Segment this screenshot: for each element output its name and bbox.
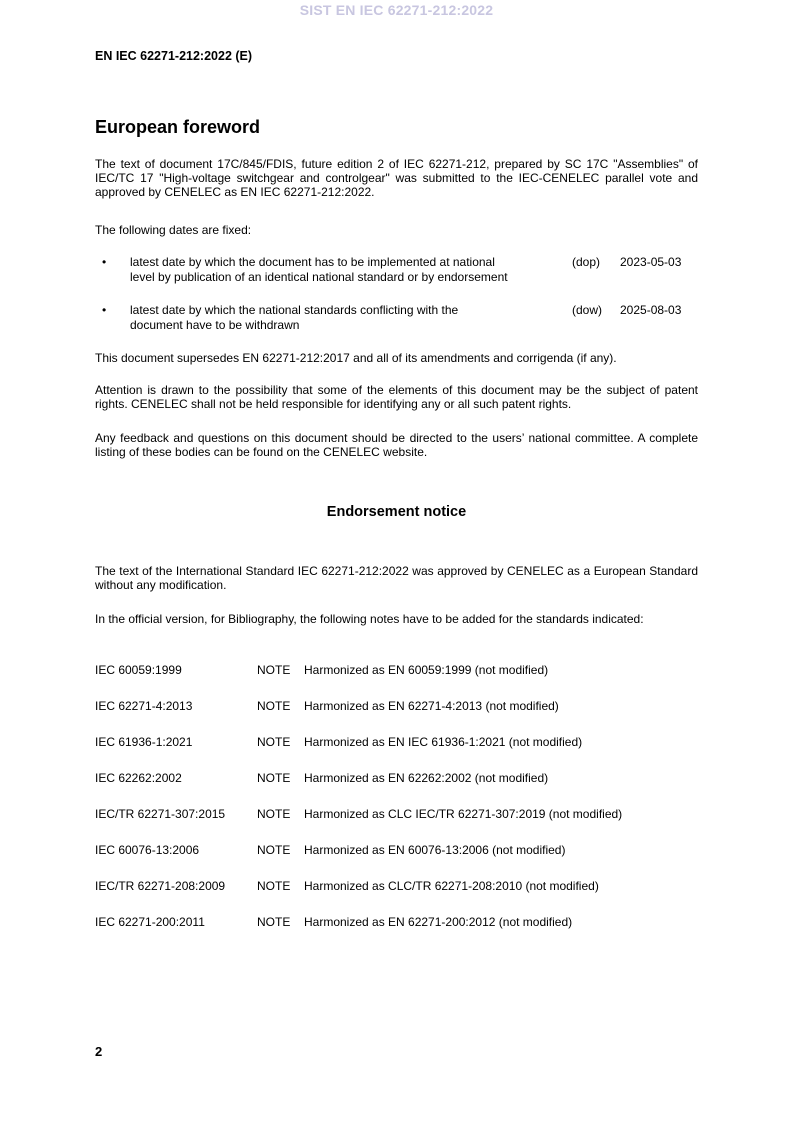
note-label: NOTE [257,735,291,749]
note-standard: IEC/TR 62271-307:2015 [95,807,226,821]
endorsement-text: The text of the International Standard IEC 62271-212:2022 was approved by CENELEC as a European Standard without any modification. [95,564,698,592]
foreword-intro: The text of document 17C/845/FDIS, future edition 2 of IEC 62271-212, prepared by SC 17C "Assemblies" of IEC/TC 17 "High-voltage switchgear and controlgear" was submitted to the IEC-CENELEC parallel vote and approved by CENELEC as EN IEC 62271-212:2022. [95,157,698,199]
bullet-dot: • [102,255,107,269]
note-standard: IEC 62271-4:2013 [95,699,193,713]
note-standard: IEC 60059:1999 [95,663,182,677]
bibliography-intro: In the official version, for Bibliography, the following notes have to be added for the standards indicated: [95,612,644,626]
dop-code: (dop) [572,255,601,269]
feedback-paragraph: Any feedback and questions on this document should be directed to the users’ national committee. A complete listing of these bodies can be found on the CENELEC website. [95,431,698,459]
note-text: Harmonized as EN 62271-200:2012 (not modified) [304,915,573,929]
note-standard: IEC 62262:2002 [95,771,182,785]
dow-code: (dow) [572,303,603,317]
note-label: NOTE [257,699,291,713]
page-number: 2 [95,1044,103,1059]
bullet-dot: • [102,303,107,317]
dates-intro: The following dates are fixed: [95,223,252,237]
foreword-title: European foreword [95,117,261,137]
dow-line-2: document have to be withdrawn [130,318,300,332]
dop-line-2: level by publication of an identical national standard or by endorsement [130,270,508,284]
note-label: NOTE [257,807,291,821]
note-label: NOTE [257,843,291,857]
note-text: Harmonized as EN 60059:1999 (not modified) [304,663,549,677]
note-label: NOTE [257,663,291,677]
dow-date: 2025-08-03 [620,303,682,317]
dop-date: 2023-05-03 [620,255,682,269]
note-text: Harmonized as EN 62271-4:2013 (not modified) [304,699,559,713]
patent-paragraph: Attention is drawn to the possibility that some of the elements of this document may be the subject of patent rights. CENELEC shall not be held responsible for identifying any or all such patent rights. [95,383,698,411]
note-text: Harmonized as EN IEC 61936-1:2021 (not modified) [304,735,583,749]
note-standard: IEC 60076-13:2006 [95,843,200,857]
note-text: Harmonized as EN 60076-13:2006 (not modified) [304,843,566,857]
note-label: NOTE [257,771,291,785]
document-id: EN IEC 62271-212:2022 (E) [95,49,253,63]
watermark: SIST EN IEC 62271-212:2022 [299,2,494,18]
note-standard: IEC/TR 62271-208:2009 [95,879,226,893]
note-standard: IEC 62271-200:2011 [95,915,205,929]
note-label: NOTE [257,879,291,893]
note-label: NOTE [257,915,291,929]
supersedes-paragraph: This document supersedes EN 62271-212:2017 and all of its amendments and corrigenda (if any). [95,351,617,365]
dow-line-1: latest date by which the national standards conflicting with the [130,303,459,317]
dop-line-1: latest date by which the document has to be implemented at national [130,255,495,269]
endorsement-title: Endorsement notice [326,504,467,520]
note-text: Harmonized as CLC/TR 62271-208:2010 (not modified) [304,879,599,893]
note-standard: IEC 61936-1:2021 [95,735,193,749]
note-text: Harmonized as CLC IEC/TR 62271-307:2019 (not modified) [304,807,623,821]
note-text: Harmonized as EN 62262:2002 (not modified) [304,771,549,785]
